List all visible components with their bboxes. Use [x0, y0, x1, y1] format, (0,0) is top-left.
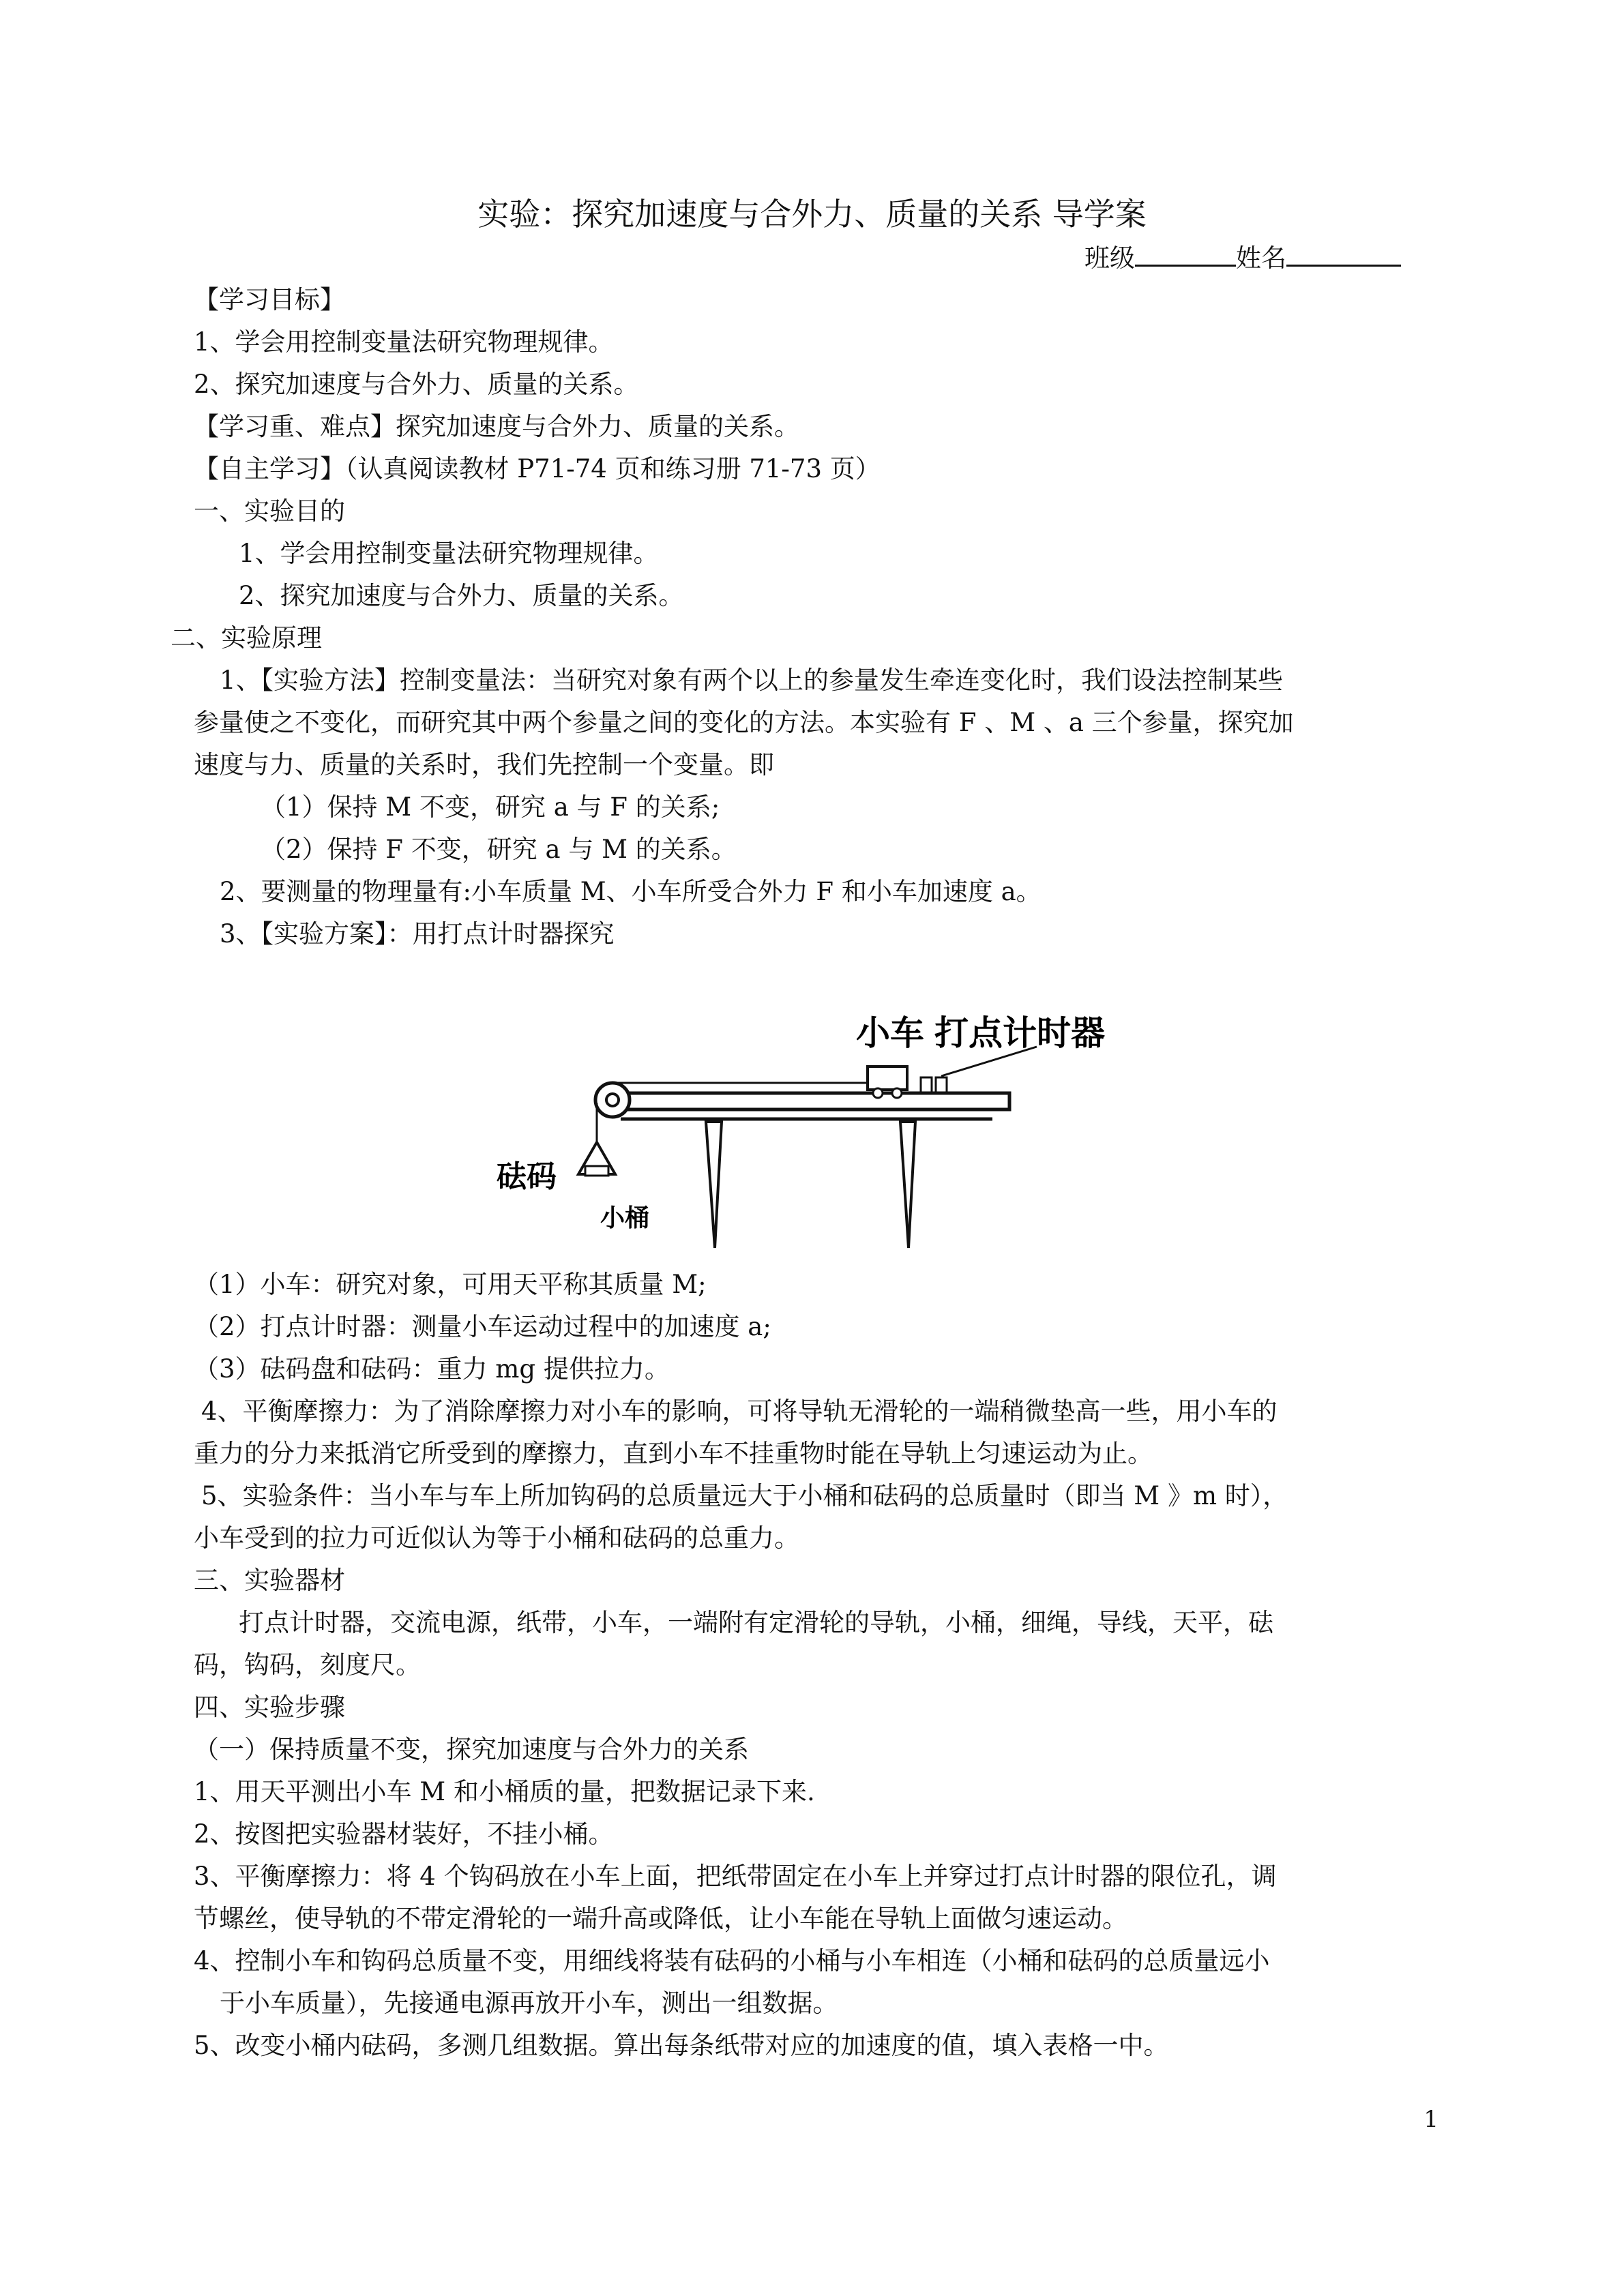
section-heading: 三、实验器材: [194, 1566, 345, 1595]
page-title: 实验：探究加速度与合外力、质量的关系 导学案: [477, 196, 1147, 233]
class-label: 班级: [1084, 243, 1135, 273]
pulley-hub: [606, 1094, 619, 1106]
timer-icon: [921, 1077, 932, 1092]
text-line: 5、改变小桶内砝码，多测几组数据。算出每条纸带对应的加速度的值，填入表格一中。: [194, 2031, 1169, 2060]
section-heading: 【学习目标】: [194, 285, 345, 314]
text-line: 1、学会用控制变量法研究物理规律。: [194, 327, 614, 357]
text-line: 2、要测量的物理量有:小车质量 M、小车所受合外力 F 和小车加速度 a。: [220, 877, 1042, 906]
text-line: 小车受到的拉力可近似认为等于小桶和砝码的总重力。: [194, 1523, 799, 1553]
text-line: 4、平衡摩擦力：为了消除摩擦力对小车的影响，可将导轨无滑轮的一端稍微垫高一些，用小车的: [201, 1397, 1278, 1426]
cart-icon: [868, 1067, 907, 1090]
text-line: 1、用天平测出小车 M 和小桶质的量，把数据记录下来.: [194, 1777, 815, 1806]
text-line: 2、探究加速度与合外力、质量的关系。: [239, 581, 684, 610]
name-blank[interactable]: [1286, 240, 1401, 267]
label-bucket: 小桶: [600, 1204, 650, 1232]
text-line: 重力的分力来抵消它所受到的摩擦力，直到小车不挂重物时能在导轨上匀速运动为止。: [194, 1439, 1153, 1468]
text-line: 打点计时器，交流电源，纸带，小车，一端附有定滑轮的导轨，小桶，细绳，导线，天平，砝: [239, 1608, 1273, 1637]
section-heading: 【自主学习】（认真阅读教材 P71-74 页和练习册 71-73 页）: [194, 454, 881, 483]
text-line: （1）小车：研究对象，可用天平称其质量 M;: [194, 1270, 707, 1299]
page-number: 1: [1423, 2106, 1438, 2133]
section-heading: 一、实验目的: [194, 496, 345, 526]
track: [610, 1093, 1009, 1109]
text-line: （一）保持质量不变，探究加速度与合外力的关系: [194, 1735, 749, 1764]
text-line: 4、控制小车和钩码总质量不变，用细线将装有砝码的小桶与小车相连（小桶和砝码的总质量远小: [194, 1946, 1270, 1976]
text-line: 2、按图把实验器材装好，不挂小桶。: [194, 1819, 614, 1849]
cart-wheel-icon: [892, 1088, 902, 1098]
text-line: 参量使之不变化，而研究其中两个参量之间的变化的方法。本实验有 F 、M 、a 三个参量，探究加: [194, 708, 1294, 737]
text-line: （3）砝码盘和砝码：重力 mg 提供拉力。: [194, 1354, 670, 1384]
class-blank[interactable]: [1135, 240, 1236, 267]
label-timer: 打点计时器: [934, 1013, 1105, 1053]
timer-icon: [936, 1077, 947, 1092]
section-heading: 【学习重、难点】探究加速度与合外力、质量的关系。: [194, 412, 799, 441]
label-cart: 小车: [856, 1013, 924, 1053]
text-line: 速度与力、质量的关系时，我们先控制一个变量。即: [194, 750, 774, 779]
text-line: 1、学会用控制变量法研究物理规律。: [239, 539, 659, 568]
experiment-diagram: [491, 996, 1146, 1255]
text-line: （2）打点计时器：测量小车运动过程中的加速度 a;: [194, 1312, 771, 1341]
text-line: 3、【实验方案】：用打点计时器探究: [220, 919, 615, 949]
section-heading: 二、实验原理: [171, 623, 322, 653]
text-line: 3、平衡摩擦力：将 4 个钩码放在小车上面，把纸带固定在小车上并穿过打点计时器的限位孔，调: [194, 1862, 1277, 1891]
table-leg-right: [900, 1122, 915, 1248]
text-line: 5、实验条件：当小车与车上所加钩码的总质量远大于小桶和砝码的总质量时（即当 M 》m 时），: [201, 1481, 1288, 1510]
table-leg-left: [706, 1122, 722, 1248]
text-line: 于小车质量），先接通电源再放开小车，测出一组数据。: [220, 1988, 838, 2018]
text-line: 码，钩码，刻度尺。: [194, 1650, 421, 1680]
text-line: 节螺丝，使导轨的不带定滑轮的一端升高或降低，让小车能在导轨上面做匀速运动。: [194, 1904, 1127, 1933]
text-line: （2）保持 F 不变，研究 a 与 M 的关系。: [261, 835, 737, 864]
section-heading: 四、实验步骤: [194, 1693, 345, 1722]
cart-wheel-icon: [873, 1088, 883, 1098]
class-name-field: [1084, 240, 1401, 275]
text-line: 2、探究加速度与合外力、质量的关系。: [194, 370, 639, 399]
name-label: 姓名: [1236, 243, 1286, 273]
text-line: （1）保持 M 不变，研究 a 与 F 的关系;: [261, 792, 720, 822]
label-weights: 砝码: [497, 1159, 557, 1194]
text-line: 1、【实验方法】控制变量法：当研究对象有两个以上的参量发生牵连变化时，我们设法控制某些: [220, 666, 1284, 695]
bucket-icon: [585, 1166, 608, 1176]
